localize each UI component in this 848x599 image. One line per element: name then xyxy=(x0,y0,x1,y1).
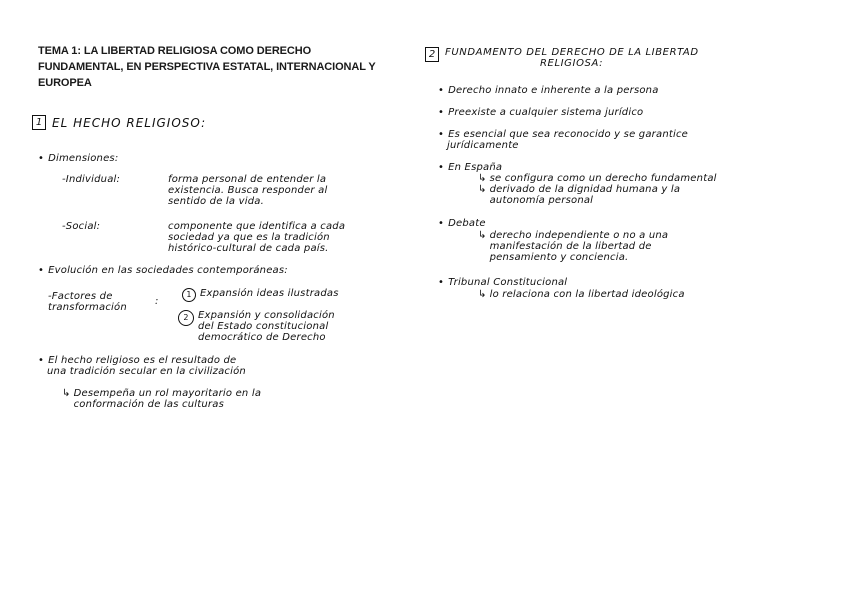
espana-sub-2 xyxy=(478,184,680,206)
hecho-line-1: • El hecho religioso es el resultado de xyxy=(38,355,378,366)
tribunal-sub xyxy=(478,289,685,300)
evolucion-text: • Evolución en las sociedades contemporáneas: xyxy=(38,265,288,276)
debate-text xyxy=(478,230,668,263)
individual-text xyxy=(168,174,393,207)
individual-line-2: existencia. Busca responder al xyxy=(168,185,328,196)
arrow-icon: ↳ xyxy=(478,173,487,184)
factor-2-line-1: Expansión y consolidación xyxy=(198,310,335,321)
factor-2-number: 2 xyxy=(178,310,194,326)
social-text xyxy=(168,221,408,254)
social-line-1: componente que identifica a cada xyxy=(168,221,346,232)
arrow-icon: ↳ xyxy=(62,388,71,399)
hecho-line-2: una tradición secular en la civilización xyxy=(47,366,246,377)
section-2-title-line-1: FUNDAMENTO DEL DERECHO DE LA LIBERTAD xyxy=(445,47,699,58)
factores-label-line-1: -Factores de xyxy=(48,291,113,302)
fundamento-bullet-3-line-2: jurídicamente xyxy=(447,140,519,151)
factor-1-number: 1 xyxy=(182,288,196,302)
espana-sub-2-line-1: derivado de la dignidad humana y la xyxy=(489,184,681,195)
individual-label: -Individual: xyxy=(62,174,121,185)
arrow-icon: ↳ xyxy=(478,289,487,300)
section-1-heading xyxy=(32,115,206,130)
espana-label: • En España xyxy=(438,162,502,173)
dimensiones-label: • Dimensiones: xyxy=(38,153,118,164)
fundamento-bullet-2: • Preexiste a cualquier sistema jurídico xyxy=(438,107,643,118)
section-2-number: 2 xyxy=(425,47,439,62)
factores-label-line-2: transformación xyxy=(48,302,127,313)
espana-sub-1 xyxy=(478,173,717,184)
factor-1-text: Expansión ideas ilustradas xyxy=(200,288,339,299)
factor-2 xyxy=(178,310,335,343)
section-1-number: 1 xyxy=(32,115,46,130)
factor-1 xyxy=(182,288,339,302)
document-title: TEMA 1: LA LIBERTAD RELIGIOSA COMO DERECHO FUNDAMENTAL, EN PERSPECTIVA ESTATAL, INTERNACIONAL Y EUROPEA xyxy=(38,45,376,89)
hecho-religioso-text xyxy=(38,355,378,377)
section-1-title: EL HECHO RELIGIOSO: xyxy=(52,115,207,130)
fundamento-bullet-3-line-1: • Es esencial que sea reconocido y se garantice xyxy=(438,129,798,140)
section-2-heading xyxy=(425,47,699,69)
social-label: -Social: xyxy=(62,221,101,232)
desempena-text xyxy=(62,388,261,410)
factores-label xyxy=(48,291,127,313)
fundamento-bullet-3 xyxy=(438,129,798,151)
debate-line-2: manifestación de la libertad de xyxy=(489,241,652,252)
fundamento-bullet-1: • Derecho innato e inherente a la persona xyxy=(438,85,659,96)
espana-sub-2-line-2: autonomía personal xyxy=(489,195,594,206)
individual-line-3: sentido de la vida. xyxy=(168,196,264,207)
debate-line-1: derecho independiente o no a una xyxy=(489,230,669,241)
arrow-icon: ↳ xyxy=(478,184,487,195)
debate-label: • Debate xyxy=(438,218,486,229)
social-line-3: histórico-cultural de cada país. xyxy=(168,243,329,254)
social-line-2: sociedad ya que es la tradición xyxy=(168,232,330,243)
desempena-line-2: conformación de las culturas xyxy=(73,399,224,410)
factores-colon: : xyxy=(155,296,159,307)
espana-sub-1-text: se configura como un derecho fundamental xyxy=(489,173,717,184)
factor-2-line-3: democrático de Derecho xyxy=(198,332,326,343)
tribunal-label: • Tribunal Constitucional xyxy=(438,277,567,288)
debate-line-3: pensamiento y conciencia. xyxy=(489,252,629,263)
desempena-line-1: Desempeña un rol mayoritario en la xyxy=(73,388,262,399)
arrow-icon: ↳ xyxy=(478,230,487,241)
tribunal-sub-text: lo relaciona con la libertad ideológica xyxy=(489,289,685,300)
section-2-title-line-2: RELIGIOSA: xyxy=(540,58,604,69)
factor-2-line-2: del Estado constitucional xyxy=(198,321,329,332)
individual-line-1: forma personal de entender la xyxy=(168,174,327,185)
